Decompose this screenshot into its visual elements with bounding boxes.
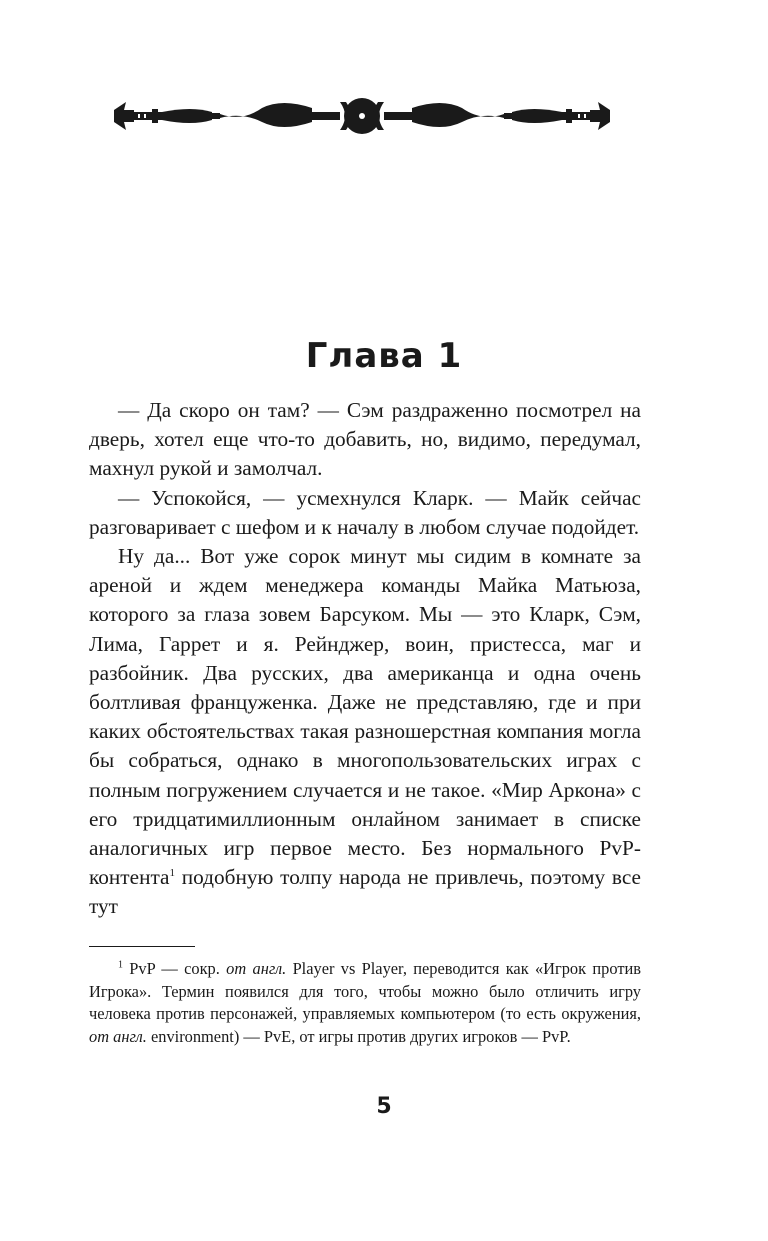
paragraph-text: Ну да... Вот уже сорок минут мы сидим в комнате за ареной и ждем менеджера команды Майка Матьюза, которого за глаза зовем Барсуком. Мы — это Кларк, Сэм, Лима, Гаррет и я. Рейнджер, воин, пристесса, маг и разбойник. Два русских, два американца и одна очень болтливая француженка. Даже не представляю, где и при каких обстоятельствах такая разношерстная компания могла бы собраться, однако в многопользовательских играх с полным погружением случается и не такое. «Мир Аркона» с его тридцатимиллионным онлайном занимает в списке аналогичных игр первое место. Без нормального PvP-контента [89, 544, 641, 890]
scroll-ornament-icon [112, 92, 612, 142]
footnote-reference[interactable]: 1 [169, 867, 175, 880]
paragraph-text-continued: подобную толпу народа не привлечь, поэтому все тут [89, 865, 641, 919]
paragraph: — Успокойся, — усмехнулся Кларк. — Майк сейчас разговаривает с шефом и к началу в любом случае подойдет. [89, 485, 641, 539]
footnote-italic: от англ. [226, 959, 287, 978]
footnote-italic: от англ. [89, 1026, 147, 1046]
body-text [89, 396, 641, 922]
chapter-title: Глава 1 [305, 336, 463, 376]
footnote-number: 1 [118, 959, 123, 971]
paragraph: — Да скоро он там? — Сэм раздраженно посмотрел на дверь, хотел еще что-то добавить, но, видимо, передумал, махнул рукой и замолчал. [89, 398, 641, 481]
page-number: 5 [376, 1094, 392, 1119]
footnote-text: Player vs Player, переводится как «Игрок против Игрока». Термин появился для того, чтобы можно было отличить игру человека против персонажей, управляемых компьютером (то есть окружения, [89, 959, 642, 1024]
footnote-text: environment) — PvE, от игры против других игроков — PvP. [146, 1026, 571, 1046]
paragraph [89, 542, 641, 922]
footnote-divider [89, 946, 195, 947]
footnote-text: PvP — сокр. [123, 959, 227, 978]
footnote [89, 958, 641, 1048]
